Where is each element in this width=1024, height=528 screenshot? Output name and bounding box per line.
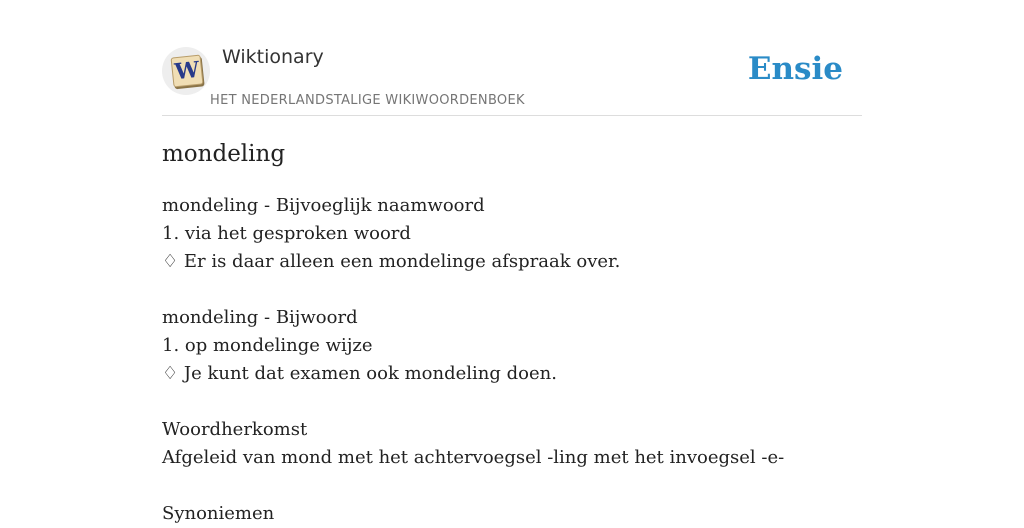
- site-tagline: HET NEDERLANDSTALIGE WIKIWOORDENBOEK: [210, 93, 525, 108]
- logo-tile: [171, 55, 204, 88]
- entry-heading: mondeling - Bijvoeglijk naamwoord: [162, 195, 485, 216]
- definition-content: [162, 192, 862, 528]
- ensie-brand-link[interactable]: Ensie: [747, 51, 843, 87]
- entry-example: ♢ Je kunt dat examen ook mondeling doen.: [162, 363, 557, 384]
- page-title: mondeling: [162, 141, 286, 167]
- page-container: [162, 0, 862, 524]
- entry-example: ♢ Er is daar alleen een mondelinge afspraak over.: [162, 251, 621, 272]
- site-name[interactable]: Wiktionary: [222, 46, 324, 68]
- spacer: [162, 388, 862, 416]
- entry-definition: 1. op mondelinge wijze: [162, 335, 373, 356]
- synonyms-heading: Synoniemen: [162, 503, 275, 524]
- wiktionary-logo-icon[interactable]: [162, 47, 210, 95]
- logo-letter: W: [173, 56, 201, 86]
- spacer: [162, 472, 862, 500]
- etymology-text: Afgeleid van mond met het achtervoegsel -ling met het invoegsel -e-: [162, 447, 785, 468]
- entry-heading: mondeling - Bijwoord: [162, 307, 358, 328]
- etymology-heading: Woordherkomst: [162, 419, 308, 440]
- site-header: [162, 0, 862, 116]
- spacer: [162, 276, 862, 304]
- entry-definition: 1. via het gesproken woord: [162, 223, 411, 244]
